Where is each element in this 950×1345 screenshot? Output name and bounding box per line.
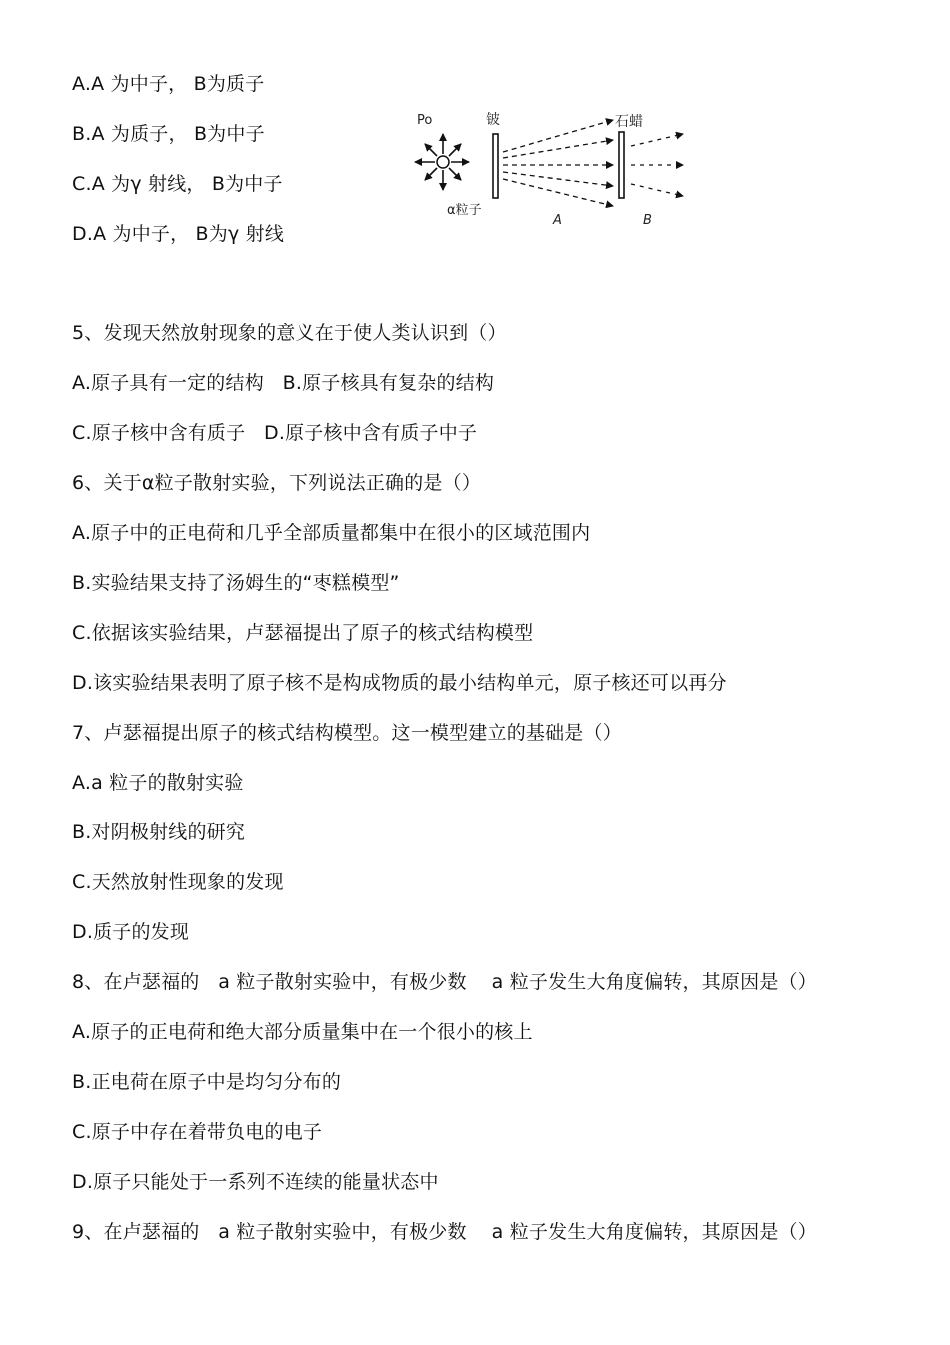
- q7-option-d: D.质子的发现: [72, 921, 190, 943]
- q6-option-c: C.依据该实验结果，卢瑟福提出了原子的核式结构模型: [72, 622, 534, 644]
- q8-option-b: B.正电荷在原子中是均匀分布的: [72, 1071, 342, 1093]
- q8-option-c: C.原子中存在着带负电的电子: [72, 1121, 323, 1143]
- q5-stem: 5、发现天然放射现象的意义在于使人类认识到（）: [72, 322, 507, 344]
- neutron-experiment-diagram: [405, 104, 695, 229]
- beryllium-plate: [493, 134, 498, 198]
- q7-option-c: C.天然放射性现象的发现: [72, 871, 284, 893]
- paraffin-label: 石蜡: [615, 114, 643, 130]
- q4-option-d: D.A 为中子， B为γ 射线: [72, 223, 285, 245]
- q7-option-b: B.对阴极射线的研究: [72, 821, 246, 843]
- ray-a-label: A: [553, 213, 562, 228]
- ray-b: [631, 134, 683, 196]
- q4-option-b: B.A 为质子， B为中子: [72, 123, 265, 145]
- ray-a: [503, 120, 613, 206]
- q5-option-cd: C.原子核中含有质子 D.原子核中含有质子中子: [72, 422, 478, 444]
- q6-stem: 6、关于α粒子散射实验，下列说法正确的是（）: [72, 472, 482, 494]
- q4-option-a: A.A 为中子， B为质子: [72, 73, 265, 95]
- q6-option-d: D.该实验结果表明了原子核不是构成物质的最小结构单元，原子核还可以再分: [72, 672, 727, 694]
- polonium-source: [415, 134, 469, 190]
- q8-option-d: D.原子只能处于一系列不连续的能量状态中: [72, 1171, 439, 1193]
- beryllium-label: 铍: [486, 112, 500, 128]
- alpha-particle-label: α粒子: [447, 203, 482, 218]
- q6-option-b: B.实验结果支持了汤姆生的“枣糕模型”: [72, 572, 400, 594]
- q8-stem: 8、在卢瑟福的 a 粒子散射实验中，有极少数 a 粒子发生大角度偏转，其原因是（）: [72, 971, 817, 993]
- q5-option-ab: A.原子具有一定的结构 B.原子核具有复杂的结构: [72, 372, 495, 394]
- paraffin-plate: [619, 132, 624, 198]
- q6-option-a: A.原子中的正电荷和几乎全部质量都集中在很小的区域范围内: [72, 522, 591, 544]
- ray-b-label: B: [643, 213, 652, 228]
- q8-option-a: A.原子的正电荷和绝大部分质量集中在一个很小的核上: [72, 1021, 533, 1043]
- q9-stem: 9、在卢瑟福的 a 粒子散射实验中，有极少数 a 粒子发生大角度偏转，其原因是（）: [72, 1221, 817, 1243]
- q7-option-a: A.a 粒子的散射实验: [72, 772, 244, 794]
- q7-stem: 7、卢瑟福提出原子的核式结构模型。这一模型建立的基础是（）: [72, 722, 622, 744]
- q4-option-c: C.A 为γ 射线， B为中子: [72, 173, 283, 195]
- po-label: Po: [417, 113, 433, 128]
